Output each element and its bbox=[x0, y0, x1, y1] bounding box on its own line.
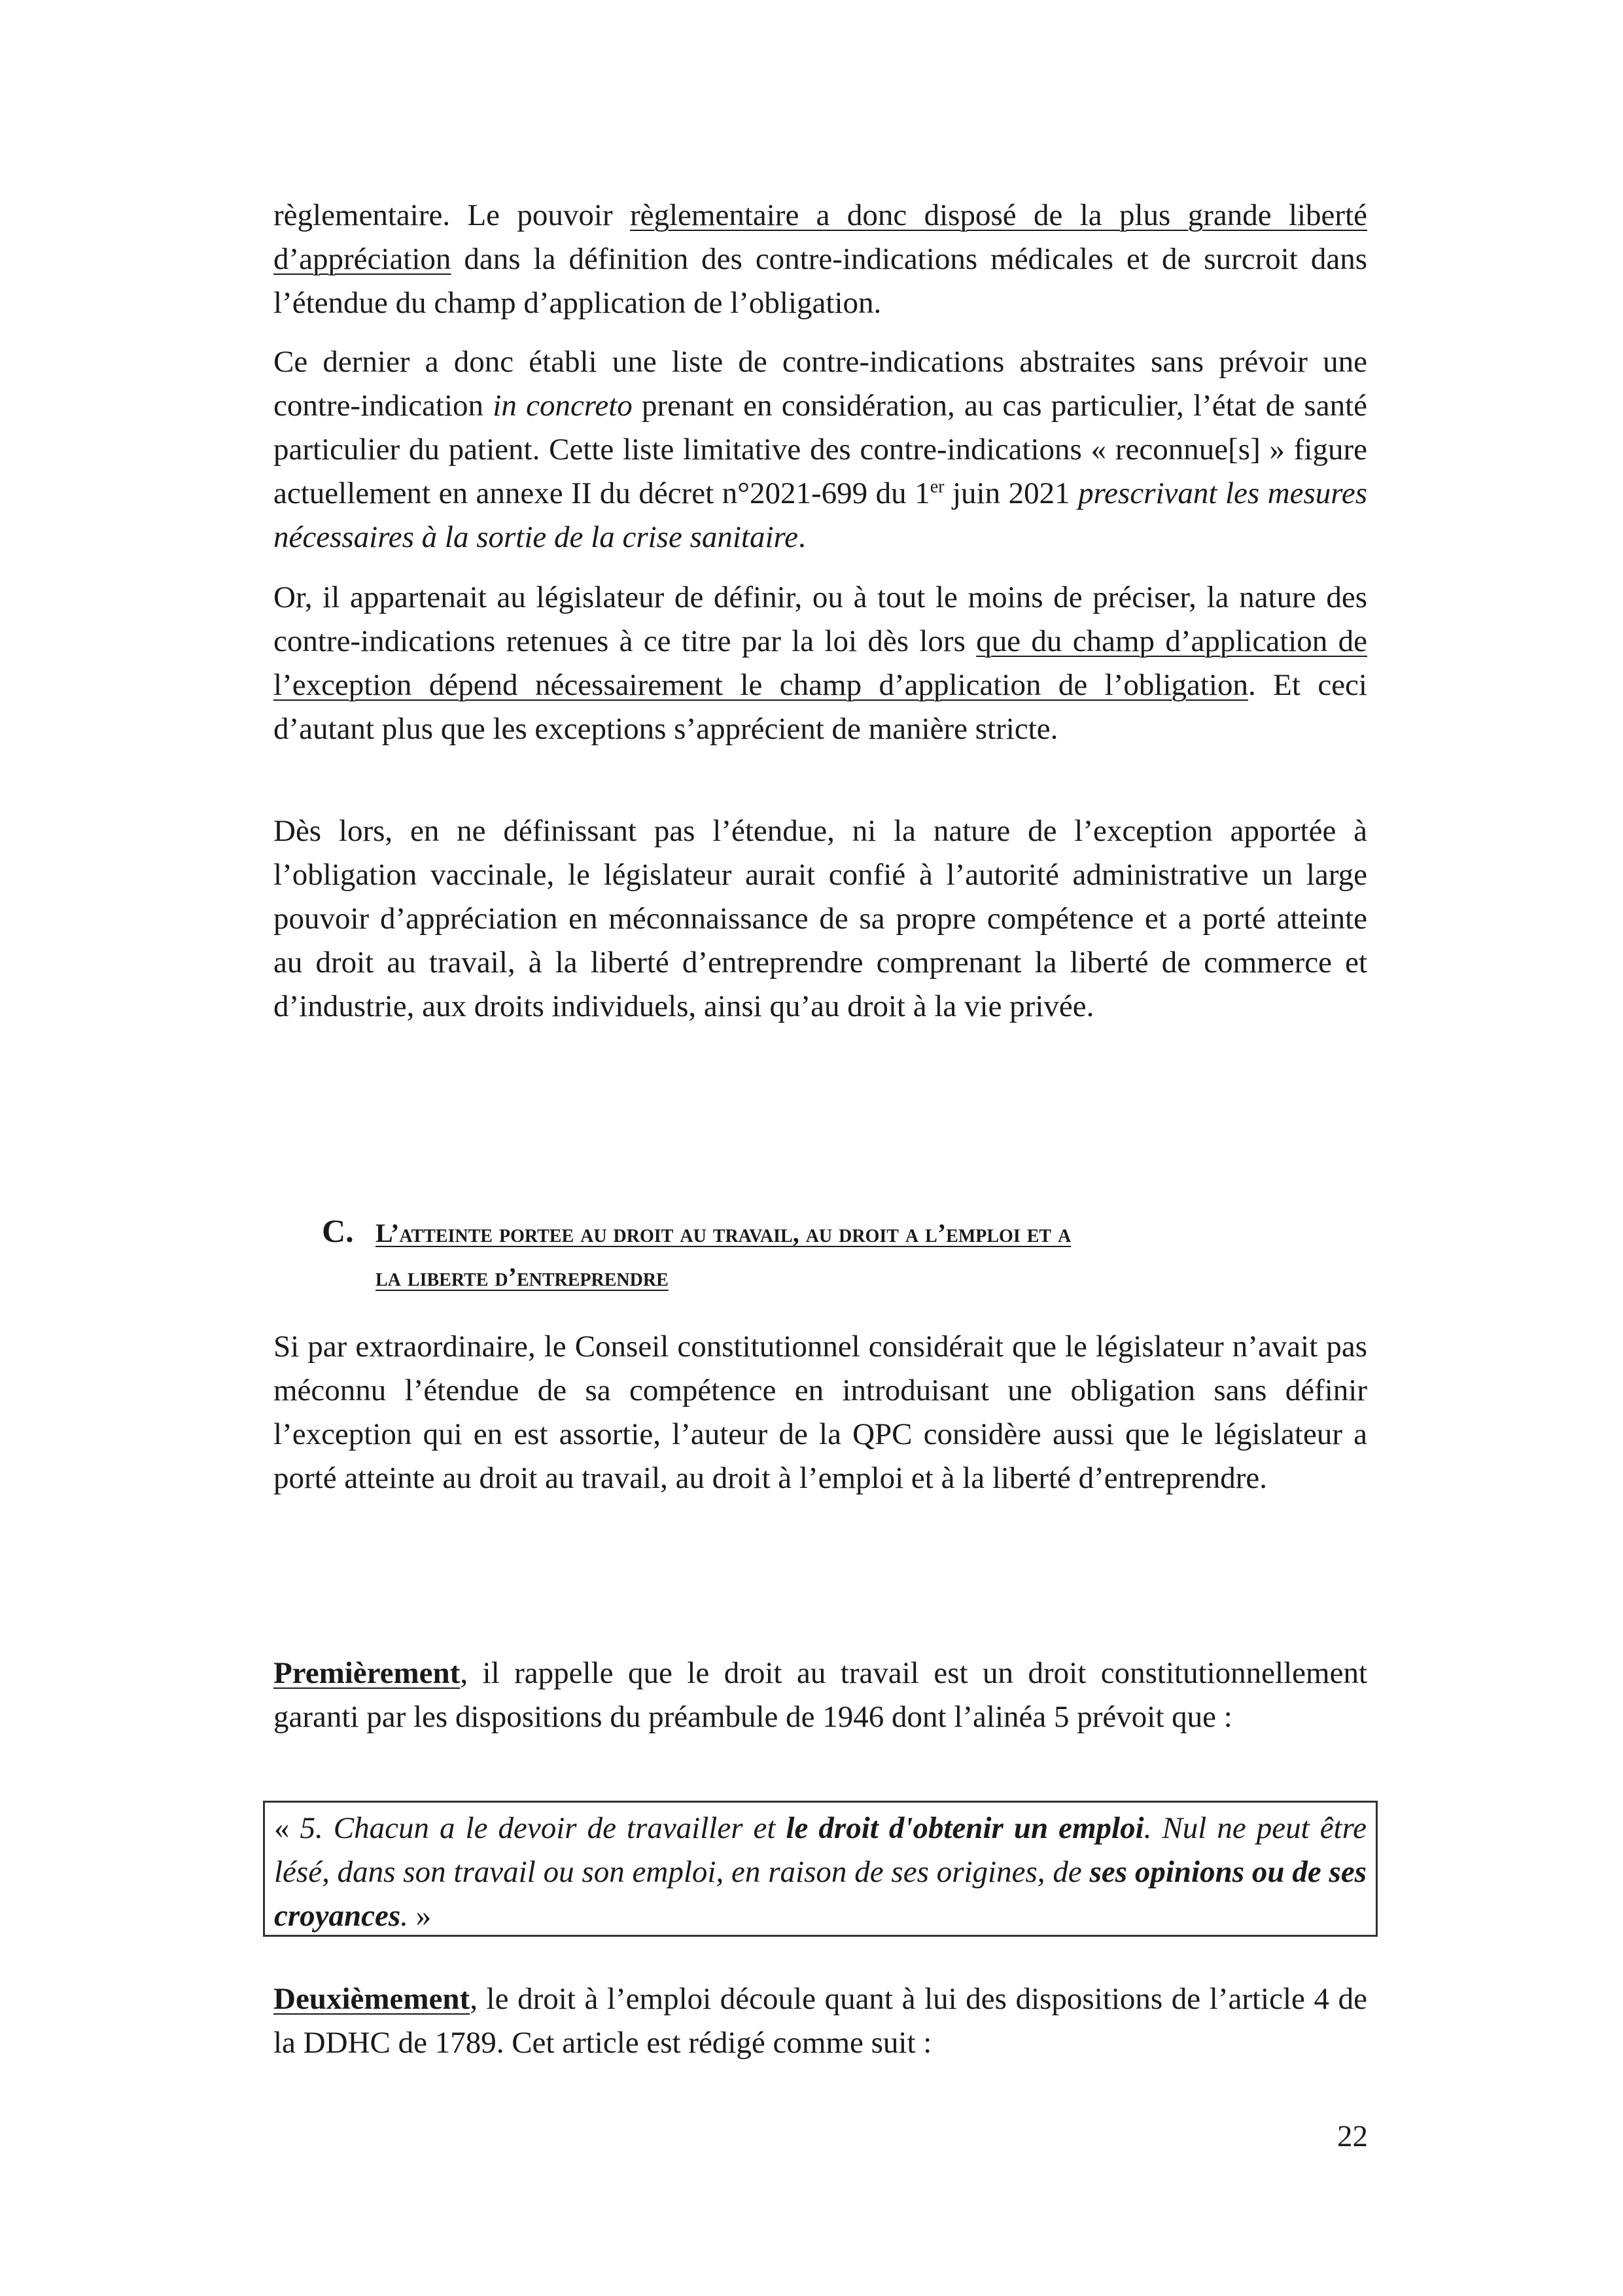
p5-text: Si par extraordinaire, le Conseil constitutionnel considérait que le législateur n’avait pas méconnu l’étendue de sa compétence en introduisant une obligation sans définir l’exception qui en est assortie, l’auteur de la QPC considère aussi que le législateur a porté atteinte au droit au travail, au droit à l’emploi et à la liberté d’entreprendre. bbox=[273, 1330, 1367, 1495]
paragraph-3 bbox=[273, 576, 1367, 751]
heading-line-2: la liberte d’entreprendre bbox=[375, 1262, 669, 1292]
p1-underlined-text: règlementaire a donc disposé de la plus grande liberté d’appréciation bbox=[273, 198, 1367, 276]
p4-text: Dès lors, en ne définissant pas l’étendue, ni la nature de l’exception apportée à l’obligation vaccinale, le législateur aurait confié à l’autorité administrative un large pouvoir d’appréciation en méconnaissance de sa propre compétence et a porté atteinte au droit au travail, à la liberté d’entreprendre comprenant la liberté de commerce et d’industrie, aux droits individuels, ainsi qu’au droit à la vie privée. bbox=[273, 814, 1367, 1023]
quote-text-a: 5. Chacun a le devoir de travailler et bbox=[300, 1811, 786, 1845]
p1-text-b: dans la définition des contre-indications médicales et de surcroit dans l’étendue du champ d’application de l’obligation. bbox=[273, 242, 1367, 320]
page-number: 22 bbox=[1337, 2119, 1368, 2153]
paragraph-7 bbox=[273, 1977, 1367, 2065]
heading-line-1: L’atteinte portee au droit au travail, au droit a l’emploi et a bbox=[375, 1218, 1072, 1248]
p2-text-d: . bbox=[797, 520, 806, 554]
p2-text-a: Ce dernier a donc établi une liste de contre-indications abstraites sans prévoir une contre-indication bbox=[273, 345, 1367, 423]
section-heading-c bbox=[273, 1209, 1367, 1299]
p2-text-b: prenant en considération, au cas particulier, l’état de santé particulier du patient. Cette liste limitative des contre-indications « reconnue[s] » figure actuellement en annexe II du décret n°2021-699 du 1 bbox=[273, 389, 1367, 510]
p1-text-a: règlementaire. Le pouvoir bbox=[273, 198, 630, 232]
quote-bold-text-1: le droit d'obtenir un emploi bbox=[786, 1811, 1144, 1845]
quote-open-mark: « bbox=[274, 1811, 300, 1845]
quote-box-preambule bbox=[263, 1801, 1378, 1937]
heading-letter: C. bbox=[322, 1212, 354, 1249]
p2-italic-in-concreto: in concreto bbox=[493, 389, 633, 423]
p7-text: , le droit à l’emploi découle quant à lui des dispositions de l’article 4 de la DDHC de 1789. Cet article est rédigé comme suit : bbox=[273, 1982, 1367, 2060]
paragraph-2 bbox=[273, 340, 1367, 559]
paragraph-5 bbox=[273, 1325, 1367, 1500]
paragraph-1 bbox=[273, 194, 1367, 325]
p3-text-b: . Et ceci d’autant plus que les exceptions s’apprécient de manière stricte. bbox=[273, 668, 1367, 746]
quote-close-mark: » bbox=[408, 1899, 432, 1933]
p3-underlined-text: que du champ d’application de l’exception dépend nécessairement le champ d’application de l’obligation bbox=[273, 624, 1367, 702]
p2-italic-decree-title: prescrivant les mesures nécessaires à la sortie de la crise sanitaire bbox=[273, 476, 1367, 554]
p7-lead-deuxiemement: Deuxièmement bbox=[273, 1982, 470, 2016]
p2-text-c: juin 2021 bbox=[944, 476, 1079, 510]
paragraph-4 bbox=[273, 809, 1367, 1029]
quote-text-c: . Nul ne peut être lésé, dans son travail ou son emploi, en raison de ses origines, de bbox=[274, 1811, 1367, 1889]
p3-text-a: Or, il appartenait au législateur de définir, ou à tout le moins de préciser, la nature des contre-indications retenues à ce titre par la loi dès lors bbox=[273, 580, 1367, 658]
p2-superscript: er bbox=[930, 476, 945, 497]
p6-text: , il rappelle que le droit au travail est un droit constitutionnellement garanti par les dispositions du préambule de 1946 dont l’alinéa 5 prévoit que : bbox=[273, 1656, 1367, 1734]
quote-text-d: . bbox=[400, 1899, 408, 1933]
quote-bold-text-2: ses opinions ou de ses croyances bbox=[274, 1855, 1367, 1933]
p6-lead-premierement: Premièrement bbox=[273, 1656, 461, 1690]
paragraph-6 bbox=[273, 1651, 1367, 1739]
